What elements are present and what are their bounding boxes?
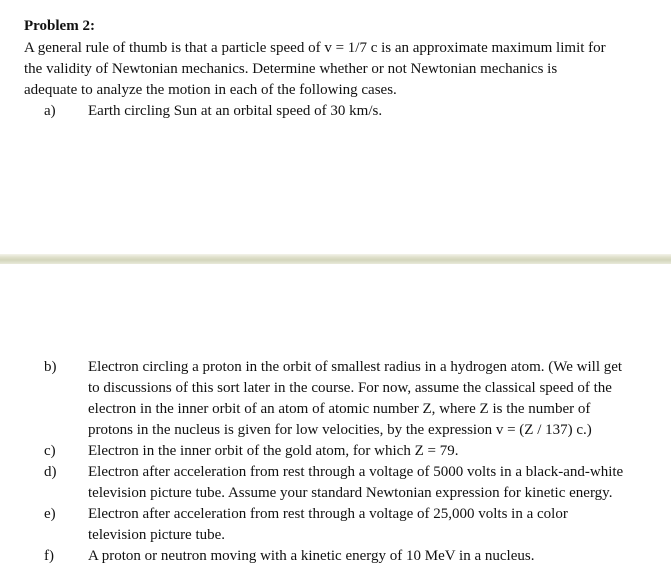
case-line: television picture tube.	[88, 527, 226, 543]
case-line: Electron after acceleration from rest through a voltage of 25,000 volts in a color	[88, 506, 568, 522]
case-line: Electron in the inner orbit of the gold atom, for which Z = 79.	[88, 443, 459, 459]
case-text	[88, 101, 668, 122]
case-label: f)	[44, 548, 54, 564]
case-line: Electron after acceleration from rest through a voltage of 5000 volts in a black-and-white	[88, 464, 624, 480]
intro-line: the validity of Newtonian mechanics. Determine whether or not Newtonian mechanics is	[24, 61, 558, 77]
case-line: protons in the nucleus is given for low velocities, by the expression v = (Z / 137) c.)	[88, 422, 592, 438]
case-text	[88, 504, 668, 546]
case-line: Earth circling Sun at an orbital speed of 30 km/s.	[88, 103, 383, 119]
case-label: b)	[44, 359, 57, 375]
intro-line: adequate to analyze the motion in each of the following cases.	[24, 82, 397, 98]
case-label: a)	[44, 103, 56, 119]
case-label: d)	[44, 464, 57, 480]
section-divider	[0, 254, 671, 264]
case-text	[88, 441, 668, 462]
problem-intro	[24, 38, 664, 101]
case-label: c)	[44, 443, 56, 459]
case-text	[88, 546, 668, 567]
case-line: Electron circling a proton in the orbit of smallest radius in a hydrogen atom. (We will get	[88, 359, 623, 375]
case-line: A proton or neutron moving with a kinetic energy of 10 MeV in a nucleus.	[88, 548, 535, 564]
case-text	[88, 462, 668, 504]
case-line: to discussions of this sort later in the course. For now, assume the classical speed of the	[88, 380, 612, 396]
case-line: television picture tube. Assume your standard Newtonian expression for kinetic energy.	[88, 485, 613, 501]
intro-line: A general rule of thumb is that a particle speed of v = 1/7 c is an approximate maximum limit for	[24, 40, 606, 56]
case-text	[88, 357, 668, 441]
problem-title: Problem 2:	[24, 18, 95, 34]
case-line: electron in the inner orbit of an atom of atomic number Z, where Z is the number of	[88, 401, 591, 417]
case-label: e)	[44, 506, 56, 522]
